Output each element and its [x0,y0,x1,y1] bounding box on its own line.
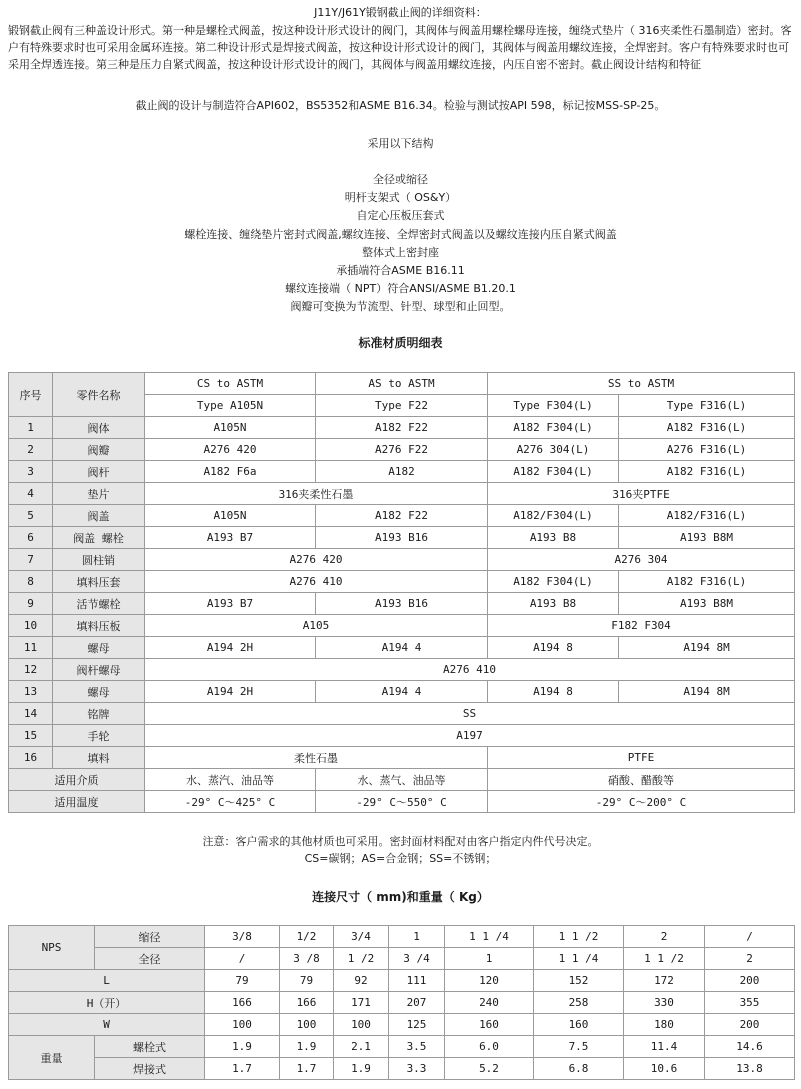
header-seq: 序号 [9,373,53,417]
cell-seq: 15 [9,725,53,747]
table-row [9,1058,795,1080]
header-ss-type2: Type F316(L) [619,395,795,417]
cell-cs-as: A276 420 [145,549,488,571]
cell-value: 160 [445,1014,534,1036]
cell-value: 3/4 [334,926,389,948]
cell-value: 3/8 [205,926,280,948]
full-label: 全径 [95,948,205,970]
table-row [9,549,795,571]
cell-medium-label: 适用介质 [9,769,145,791]
cell-value: 2.1 [334,1036,389,1058]
cell-cs: A105N [145,505,316,527]
structure-heading: 采用以下结构 [367,137,434,150]
bolted-label: 螺栓式 [95,1036,205,1058]
table-row [9,769,795,791]
cell-ss: -29° C～200° C [488,791,795,813]
cell-cs: A276 420 [145,439,316,461]
cell-value: 3 /8 [280,948,334,970]
cell-value: 125 [389,1014,445,1036]
table-row [9,1036,795,1058]
cell-as: A193 B16 [316,527,488,549]
cell-cs: -29° C～425° C [145,791,316,813]
cell-value: 6.0 [445,1036,534,1058]
cell-value: 100 [334,1014,389,1036]
table-row [9,439,795,461]
cell-temp-label: 适用温度 [9,791,145,813]
cell-value: 120 [445,970,534,992]
cell-cs-as: A105 [145,615,488,637]
cell-seq: 5 [9,505,53,527]
cell-all: A276 410 [145,659,795,681]
cell-ss1: A182/F304(L) [488,505,619,527]
welded-label: 焊接式 [95,1058,205,1080]
cell-ss2: A193 B8M [619,593,795,615]
table-row [9,417,795,439]
cell-value: 3.3 [389,1058,445,1080]
cell-ss2: A182 F316(L) [619,417,795,439]
table-row [9,926,795,948]
feature-item: 明杆支架式（ OS&Y） [344,191,457,205]
connection-table [8,925,795,1080]
cell-value: 200 [705,1014,795,1036]
cell-cs-as: 柔性石墨 [145,747,488,769]
cell-part: 填料压板 [53,615,145,637]
cell-value: 1.9 [334,1058,389,1080]
cell-cs-as: 316夹柔性石墨 [145,483,488,505]
cell-part: 填料 [53,747,145,769]
cell-all: A197 [145,725,795,747]
cell-seq: 3 [9,461,53,483]
cell-part: 圆柱销 [53,549,145,571]
table-row [9,791,795,813]
cell-value: 180 [624,1014,705,1036]
cell-value: 355 [705,992,795,1014]
header-as-type: Type F22 [316,395,488,417]
cell-as: A182 [316,461,488,483]
cell-value: 166 [205,992,280,1014]
cell-value: 6.8 [534,1058,624,1080]
table-row [9,615,795,637]
cell-ss: 硝酸、醋酸等 [488,769,795,791]
table-row [9,483,795,505]
table-row [9,637,795,659]
cell-value: / [705,926,795,948]
cell-ss1: A194 8 [488,681,619,703]
note-line: CS=碳钢；AS=合金钢；SS=不锈钢； [304,852,497,865]
feature-item: 自定心压板压套式 [356,209,445,223]
cell-value: 1.9 [205,1036,280,1058]
cell-seq: 4 [9,483,53,505]
cell-value: 3.5 [389,1036,445,1058]
cell-as: A182 F22 [316,505,488,527]
cell-ss1: A193 B8 [488,527,619,549]
table-row [9,659,795,681]
cell-ss1: A193 B8 [488,593,619,615]
table-row [9,703,795,725]
cell-value: 79 [280,970,334,992]
cell-value: / [205,948,280,970]
header-ss-type1: Type F304(L) [488,395,619,417]
feature-item: 承插端符合ASME B16.11 [336,264,465,278]
cell-ss2: A276 F316(L) [619,439,795,461]
cell-ss: 316夹PTFE [488,483,795,505]
document-title: J11Y/J61Y锻钢截止阀的详细资料： [314,6,487,19]
cell-ss2: A194 8M [619,681,795,703]
cell-value: 1 1 /4 [534,948,624,970]
cell-as: A193 B16 [316,593,488,615]
intro-paragraph: 锻钢截止阀有三种盖设计形式。第一种是螺栓式阀盖，按这种设计形式设计的阀门，其阀体与阀盖用螺栓螺母连接，缠绕式垫片（ 316夹柔性石墨制造）密封。客户有特殊要求时也可采用金属环连接。第二种设计形式是焊接式阀盖，按这种设计形式设计的阀门，其阀体与阀盖用螺纹连接，全焊密封。客户有特殊要求时也可采用全焊透连接。第三种是压力自紧式阀盖，按这种设计形式设计的阀门，其阀体与阀盖用螺纹连接，内压自密不密封。截止阀设计结构和特征 [8,24,792,71]
cell-value: 92 [334,970,389,992]
cell-part: 手轮 [53,725,145,747]
table-row [9,948,795,970]
feature-item: 螺纹连接端（ NPT）符合ANSI/ASME B1.20.1 [285,282,516,296]
cell-value: 330 [624,992,705,1014]
cell-value: 2 [624,926,705,948]
cell-value: 13.8 [705,1058,795,1080]
cell-cs: A194 2H [145,681,316,703]
cell-value: 100 [205,1014,280,1036]
cell-value: 111 [389,970,445,992]
cell-ss1: A182 F304(L) [488,417,619,439]
cell-value: 1 [445,948,534,970]
cell-as: 水、蒸气、油品等 [316,769,488,791]
header-ss: SS to ASTM [488,373,795,395]
cell-seq: 16 [9,747,53,769]
cell-seq: 2 [9,439,53,461]
cell-ss: A276 304 [488,549,795,571]
cell-as: -29° C～550° C [316,791,488,813]
cell-value: 1.7 [205,1058,280,1080]
cell-value: 171 [334,992,389,1014]
cell-part: 螺母 [53,681,145,703]
cell-value: 1 [389,926,445,948]
table-row [9,747,795,769]
cell-value: 258 [534,992,624,1014]
cell-ss: F182 F304 [488,615,795,637]
note-line: 注意：客户需求的其他材质也可采用。密封面材料配对由客户指定内件代号决定。 [202,835,599,848]
cell-part: 垫片 [53,483,145,505]
feature-item: 螺栓连接、缠绕垫片密封式阀盖,螺纹连接、全焊密封式阀盖以及螺纹连接内压自紧式阀盖 [184,227,617,241]
header-cs-type: Type A105N [145,395,316,417]
h-label: H（开） [9,992,205,1014]
cell-cs-as: A276 410 [145,571,488,593]
cell-ss1: A194 8 [488,637,619,659]
cell-as: A182 F22 [316,417,488,439]
table-row [9,571,795,593]
cell-value: 1.9 [280,1036,334,1058]
cell-seq: 8 [9,571,53,593]
cell-part: 铭牌 [53,703,145,725]
feature-item: 全径或缩径 [373,173,428,186]
feature-item: 阀瓣可变换为节流型、针型、球型和止回型。 [290,300,511,314]
cell-part: 阀杆 [53,461,145,483]
cell-cs: A105N [145,417,316,439]
cell-value: 1/2 [280,926,334,948]
table-row [9,461,795,483]
cell-value: 1 1 /4 [445,926,534,948]
cell-value: 1.7 [280,1058,334,1080]
cell-value: 160 [534,1014,624,1036]
cell-as: A276 F22 [316,439,488,461]
l-label: L [9,970,205,992]
cell-part: 阀盖 螺栓 [53,527,145,549]
cell-seq: 7 [9,549,53,571]
cell-value: 79 [205,970,280,992]
cell-part: 螺母 [53,637,145,659]
header-part: 零件名称 [53,373,145,417]
material-table [8,372,795,813]
cell-value: 7.5 [534,1036,624,1058]
cell-cs: A182 F6a [145,461,316,483]
cell-part: 活节螺栓 [53,593,145,615]
cell-seq: 13 [9,681,53,703]
table-row [9,1014,795,1036]
cell-ss2: A193 B8M [619,527,795,549]
connection-table-title: 连接尺寸（ mm)和重量（ Kg） [312,890,489,904]
cell-ss2: A182/F316(L) [619,505,795,527]
cell-part: 阀盖 [53,505,145,527]
cell-part: 阀瓣 [53,439,145,461]
cell-value: 207 [389,992,445,1014]
cell-ss1: A182 F304(L) [488,461,619,483]
cell-ss2: A194 8M [619,637,795,659]
cell-seq: 14 [9,703,53,725]
cell-value: 5.2 [445,1058,534,1080]
w-label: W [9,1014,205,1036]
cell-cs: A194 2H [145,637,316,659]
cell-value: 200 [705,970,795,992]
table-row [9,527,795,549]
cell-seq: 6 [9,527,53,549]
table-row [9,681,795,703]
feature-item: 整体式上密封座 [362,245,439,259]
material-table-title: 标准材质明细表 [358,336,443,350]
header-cs: CS to ASTM [145,373,316,395]
cell-ss1: A182 F304(L) [488,571,619,593]
table-row [9,593,795,615]
cell-value: 240 [445,992,534,1014]
cell-value: 11.4 [624,1036,705,1058]
cell-value: 2 [705,948,795,970]
cell-seq: 10 [9,615,53,637]
cell-value: 3 /4 [389,948,445,970]
feature-list [0,171,801,317]
table-row [9,992,795,1014]
table-header-row [9,373,795,395]
cell-value: 1 1 /2 [624,948,705,970]
cell-all: SS [145,703,795,725]
cell-value: 14.6 [705,1036,795,1058]
cell-as: A194 4 [316,637,488,659]
table-row [9,970,795,992]
cell-ss: PTFE [488,747,795,769]
cell-value: 1 /2 [334,948,389,970]
table-row [9,505,795,527]
cell-cs: A193 B7 [145,593,316,615]
cell-cs: 水、蒸汽、油品等 [145,769,316,791]
table-row [9,725,795,747]
cell-seq: 12 [9,659,53,681]
cell-value: 10.6 [624,1058,705,1080]
cell-value: 172 [624,970,705,992]
cell-cs: A193 B7 [145,527,316,549]
cell-ss2: A182 F316(L) [619,461,795,483]
reduced-label: 缩径 [95,926,205,948]
cell-value: 152 [534,970,624,992]
cell-value: 1 1 /2 [534,926,624,948]
cell-seq: 11 [9,637,53,659]
cell-value: 100 [280,1014,334,1036]
cell-ss1: A276 304(L) [488,439,619,461]
cell-seq: 1 [9,417,53,439]
header-as: AS to ASTM [316,373,488,395]
design-standards-line: 截止阀的设计与制造符合API602，BS5352和ASME B16.34。检验与测试按API 598，标记按MSS-SP-25。 [135,99,666,112]
nps-label: NPS [9,926,95,970]
cell-part: 填料压套 [53,571,145,593]
cell-as: A194 4 [316,681,488,703]
cell-seq: 9 [9,593,53,615]
cell-part: 阀体 [53,417,145,439]
notes [0,833,801,867]
cell-ss2: A182 F316(L) [619,571,795,593]
cell-value: 166 [280,992,334,1014]
weight-label: 重量 [9,1036,95,1080]
cell-part: 阀杆螺母 [53,659,145,681]
